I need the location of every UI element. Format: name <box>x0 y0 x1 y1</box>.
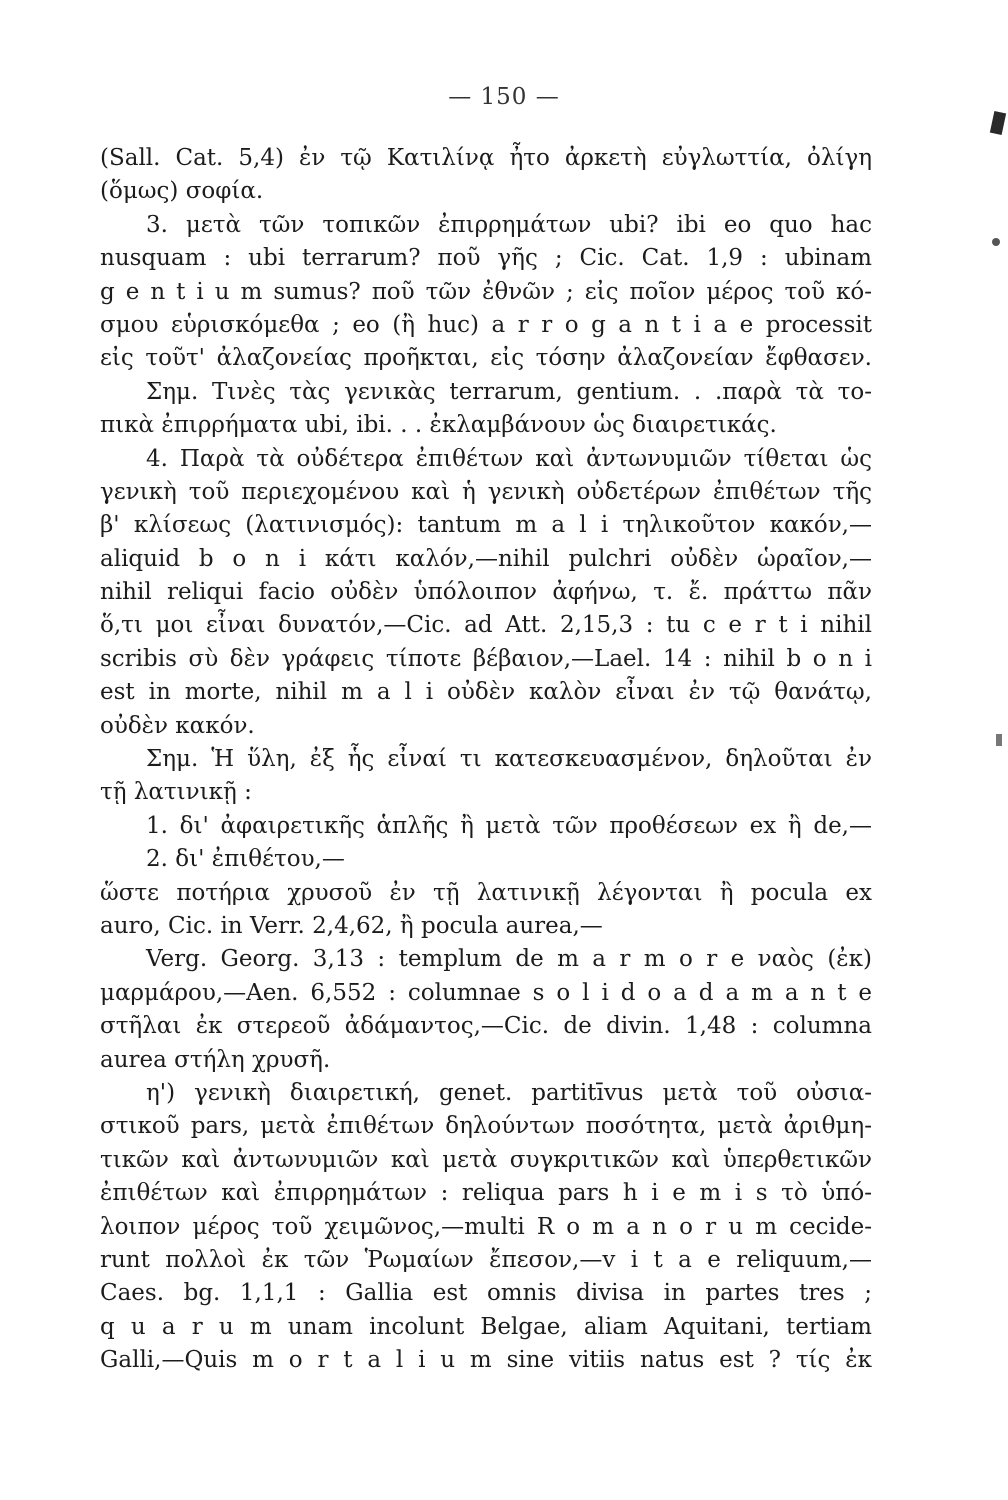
text-line: τῇ λατινικῇ : <box>100 779 252 806</box>
margin-ink-dot <box>992 238 1000 246</box>
page-number: — 150 — <box>448 84 560 110</box>
text-line: est in morte, nihil m a l i οὐδὲν καλὸν εἶναι ἐν τῷ θανάτῳ, <box>100 679 872 706</box>
text-line: Verg. Georg. 3,13 : templum de m a r m o r e ναὸς (ἐκ) <box>146 946 872 973</box>
text-line: 1. δι' ἀφαιρετικῆς ἁπλῆς ἢ μετὰ τῶν προθέσεων ex ἢ de,— <box>146 812 872 839</box>
text-line: aliquid b o n i κάτι καλόν,—nihil pulchri οὐδὲν ὡραῖον,— <box>100 545 872 572</box>
text-line: ὅ,τι μοι εἶναι δυνατόν,—Cic. ad Att. 2,15,3 : tu c e r t i nihil <box>100 612 872 639</box>
text-line: σμου εὑρισκόμεθα ; eo (ἢ huc) a r r o g a n t i a e processit <box>100 311 872 338</box>
margin-ink-speck <box>996 734 1002 746</box>
text-line: στῆλαι ἐκ στερεοῦ ἀδάμαντος,—Cic. de divin. 1,48 : columna <box>100 1013 872 1040</box>
text-line: Galli,—Quis m o r t a l i u m sine vitiis natus est ? τίς ἐκ <box>100 1347 872 1374</box>
text-line: scribis σὺ δὲν γράφεις τίποτε βέβαιον,—Lael. 14 : nihil b o n i <box>100 645 872 672</box>
text-line: οὐδὲν κακόν. <box>100 712 255 739</box>
margin-ink-mark <box>990 111 1006 135</box>
text-line: ὥστε ποτήρια χρυσοῦ ἐν τῇ λατινικῇ λέγονται ἢ pocula ex <box>100 879 872 906</box>
text-line: nihil reliqui facio οὐδὲν ὑπόλοιπον ἀφήνω, τ. ἔ. πράττω πᾶν <box>100 579 872 606</box>
text-line: λοιπον μέρος τοῦ χειμῶνος,—multi R o m a n o r u m cecide- <box>100 1213 872 1240</box>
text-line: 3. μετὰ τῶν τοπικῶν ἐπιρρημάτων ubi? ibi eo quo hac <box>146 211 872 238</box>
text-line: (ὅμως) σοφία. <box>100 178 264 205</box>
text-line: εἰς τοῦτ' ἀλαζονείας προῆκται, εἰς τόσην ἀλαζονείαν ἔφθασεν. <box>100 345 872 372</box>
text-line: Σημ. Τινὲς τὰς γενικὰς terrarum, gentium. . .παρὰ τὰ το- <box>146 378 872 405</box>
text-line: nusquam : ubi terrarum? ποῦ γῆς ; Cic. Cat. 1,9 : ubinam <box>100 245 872 272</box>
text-line: γενικὴ τοῦ περιεχομένου καὶ ἡ γενικὴ οὐδετέρων ἐπιθέτων τῆς <box>100 478 872 505</box>
text-line: (Sall. Cat. 5,4) ἐν τῷ Κατιλίνᾳ ἦτο ἀρκετὴ εὐγλωττία, ὀλίγη <box>100 145 872 171</box>
text-line: Σημ. Ἡ ὕλη, ἐξ ἧς εἶναί τι κατεσκευασμένον, δηλοῦται ἐν <box>146 746 872 773</box>
text-line: Caes. bg. 1,1,1 : Gallia est omnis divisa in partes tres ; <box>100 1280 872 1307</box>
text-line: runt πολλοὶ ἐκ τῶν Ῥωμαίων ἔπεσον,—v i t a e reliquum,— <box>100 1246 872 1273</box>
text-line: μαρμάρου,—Aen. 6,552 : columnae s o l i d o a d a m a n t e <box>100 979 872 1006</box>
text-line: q u a r u m unam incolunt Belgae, aliam Aquitani, tertiam <box>100 1313 872 1340</box>
text-line: aurea στήλη χρυσῆ. <box>100 1046 331 1073</box>
text-line: η') γενικὴ διαιρετική, genet. partitīvus μετὰ τοῦ οὐσια- <box>146 1079 872 1106</box>
text-line: 2. δι' ἐπιθέτου,— <box>146 846 345 873</box>
text-line: τικῶν καὶ ἀντωνυμιῶν καὶ μετὰ συγκριτικῶν καὶ ὑπερθετικῶν <box>100 1146 872 1173</box>
text-line: β' κλίσεως (λατινισμός): tantum m a l i τηλικοῦτον κακόν,— <box>100 512 872 539</box>
text-line: auro, Cic. in Verr. 2,4,62, ἢ pocula aurea,— <box>100 912 603 939</box>
text-line: 4. Παρὰ τὰ οὐδέτερα ἐπιθέτων καὶ ἀντωνυμιῶν τίθεται ὡς <box>146 445 872 472</box>
text-body <box>100 142 872 1377</box>
text-line: πικὰ ἐπιρρήματα ubi, ibi. . . ἐκλαμβάνουν ὡς διαιρετικάς. <box>100 412 777 439</box>
text-line: ἐπιθέτων καὶ ἐπιρρημάτων : reliqua pars h i e m i s τὸ ὑπό- <box>100 1180 872 1207</box>
text-line: g e n t i u m sumus? ποῦ τῶν ἐθνῶν ; εἰς ποῖον μέρος τοῦ κό- <box>100 278 872 305</box>
text-line: στικοῦ pars, μετὰ ἐπιθέτων δηλούντων ποσότητα, μετὰ ἀριθμη- <box>100 1113 872 1140</box>
